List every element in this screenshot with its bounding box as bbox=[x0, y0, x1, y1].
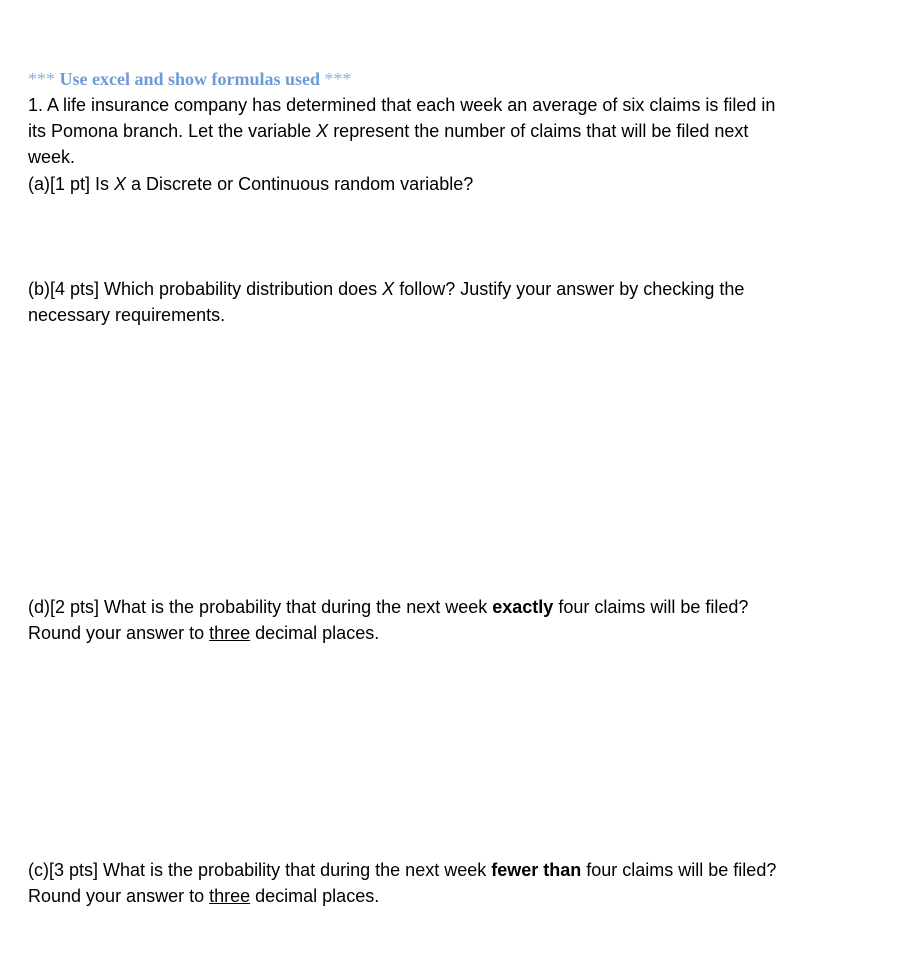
note-stars-close: *** bbox=[324, 69, 352, 89]
question-intro bbox=[28, 92, 888, 170]
part-c-emphasis: fewer than bbox=[491, 860, 582, 880]
intro-text: its Pomona branch. Let the variable bbox=[28, 121, 317, 141]
part-d-line-1 bbox=[28, 594, 888, 620]
part-b-question bbox=[28, 276, 888, 328]
part-d-text: four claims will be filed? bbox=[553, 597, 749, 617]
part-d-line-2 bbox=[28, 620, 888, 646]
part-c-text: Round your answer to bbox=[28, 886, 210, 906]
intro-text: represent the number of claims that will be filed next bbox=[328, 121, 749, 141]
instruction-note bbox=[28, 68, 352, 90]
part-c-line-2 bbox=[28, 883, 888, 909]
part-b-line-1 bbox=[28, 276, 888, 302]
part-d-text: Round your answer to bbox=[28, 623, 210, 643]
intro-line-3: week. bbox=[28, 147, 76, 167]
part-a-text: (a)[1 pt] Is bbox=[28, 174, 115, 194]
part-d-text: decimal places. bbox=[250, 623, 380, 643]
part-b-text: (b)[4 pts] Which probability distribution does bbox=[28, 279, 383, 299]
part-d-text: (d)[2 pts] What is the probability that during the next week bbox=[28, 597, 493, 617]
part-b-text: follow? Justify your answer by checking the bbox=[394, 279, 745, 299]
part-c-text: decimal places. bbox=[250, 886, 380, 906]
variable-x: X bbox=[382, 279, 395, 299]
part-c-line-1 bbox=[28, 857, 888, 883]
variable-x: X bbox=[114, 174, 127, 194]
part-a-text: a Discrete or Continuous random variable? bbox=[126, 174, 474, 194]
part-c-underlined: three bbox=[209, 886, 251, 906]
note-text: Use excel and show formulas used bbox=[59, 69, 321, 89]
intro-line-1: 1. A life insurance company has determined that each week an average of six claims is filed in bbox=[28, 95, 776, 115]
intro-line-2 bbox=[28, 118, 888, 144]
note-stars-open: *** bbox=[28, 69, 55, 89]
part-d-emphasis: exactly bbox=[492, 597, 554, 617]
part-c-question bbox=[28, 857, 888, 909]
part-c-text: four claims will be filed? bbox=[581, 860, 777, 880]
part-a-line bbox=[28, 171, 888, 197]
variable-x: X bbox=[316, 121, 329, 141]
part-d-question bbox=[28, 594, 888, 646]
part-c-text: (c)[3 pts] What is the probability that during the next week bbox=[28, 860, 492, 880]
part-a-question bbox=[28, 171, 888, 197]
part-d-underlined: three bbox=[209, 623, 251, 643]
part-b-line-2: necessary requirements. bbox=[28, 305, 226, 325]
